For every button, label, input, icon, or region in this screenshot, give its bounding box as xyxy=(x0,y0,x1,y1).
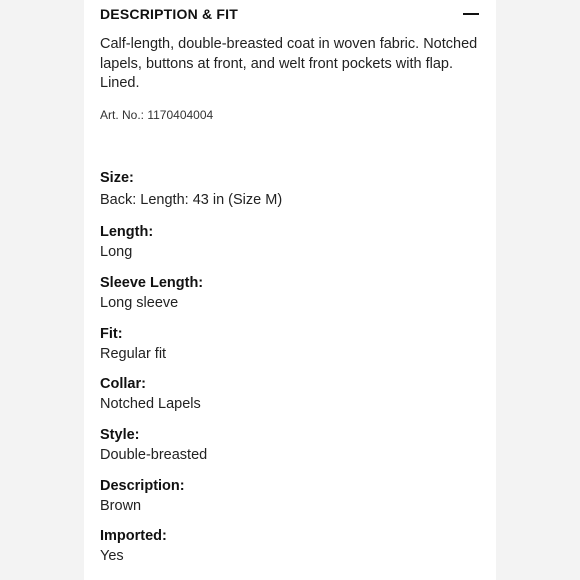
attribute-description xyxy=(100,476,480,516)
attribute-size xyxy=(100,168,480,210)
attribute-label: Size: xyxy=(100,170,134,186)
attribute-value: Brown xyxy=(100,498,142,514)
attribute-collar xyxy=(100,374,480,414)
attribute-value: Back: Length: 43 in (Size M) xyxy=(100,192,283,208)
article-number: Art. No.: 1170404004 xyxy=(100,108,214,122)
attribute-length xyxy=(100,222,480,262)
product-description: Calf-length, double-breasted coat in woven fabric. Notched lapels, buttons at front, and welt front pockets with flap. Lined. xyxy=(100,36,478,91)
attribute-value: Long sleeve xyxy=(100,295,179,311)
attribute-label: Style: xyxy=(100,427,140,443)
attribute-label: Sleeve Length: xyxy=(100,275,204,291)
attribute-value: Long xyxy=(100,244,133,260)
attribute-value: Double-breasted xyxy=(100,447,208,463)
attribute-value: Regular fit xyxy=(100,346,167,362)
section-title: DESCRIPTION & FIT xyxy=(100,6,238,22)
attribute-label: Description: xyxy=(100,478,185,494)
attribute-style xyxy=(100,425,480,465)
attribute-label: Length: xyxy=(100,224,154,240)
accordion-header[interactable] xyxy=(100,2,480,26)
attribute-value: Notched Lapels xyxy=(100,396,201,412)
minus-icon[interactable] xyxy=(462,5,480,23)
attribute-label: Collar: xyxy=(100,376,146,392)
product-details-panel xyxy=(84,0,496,580)
attribute-label: Imported: xyxy=(100,528,167,544)
attribute-label: Fit: xyxy=(100,326,123,342)
attribute-imported xyxy=(100,526,480,566)
attribute-value: Yes xyxy=(100,548,124,564)
attribute-sleeve-length xyxy=(100,273,480,313)
attribute-fit xyxy=(100,324,480,364)
